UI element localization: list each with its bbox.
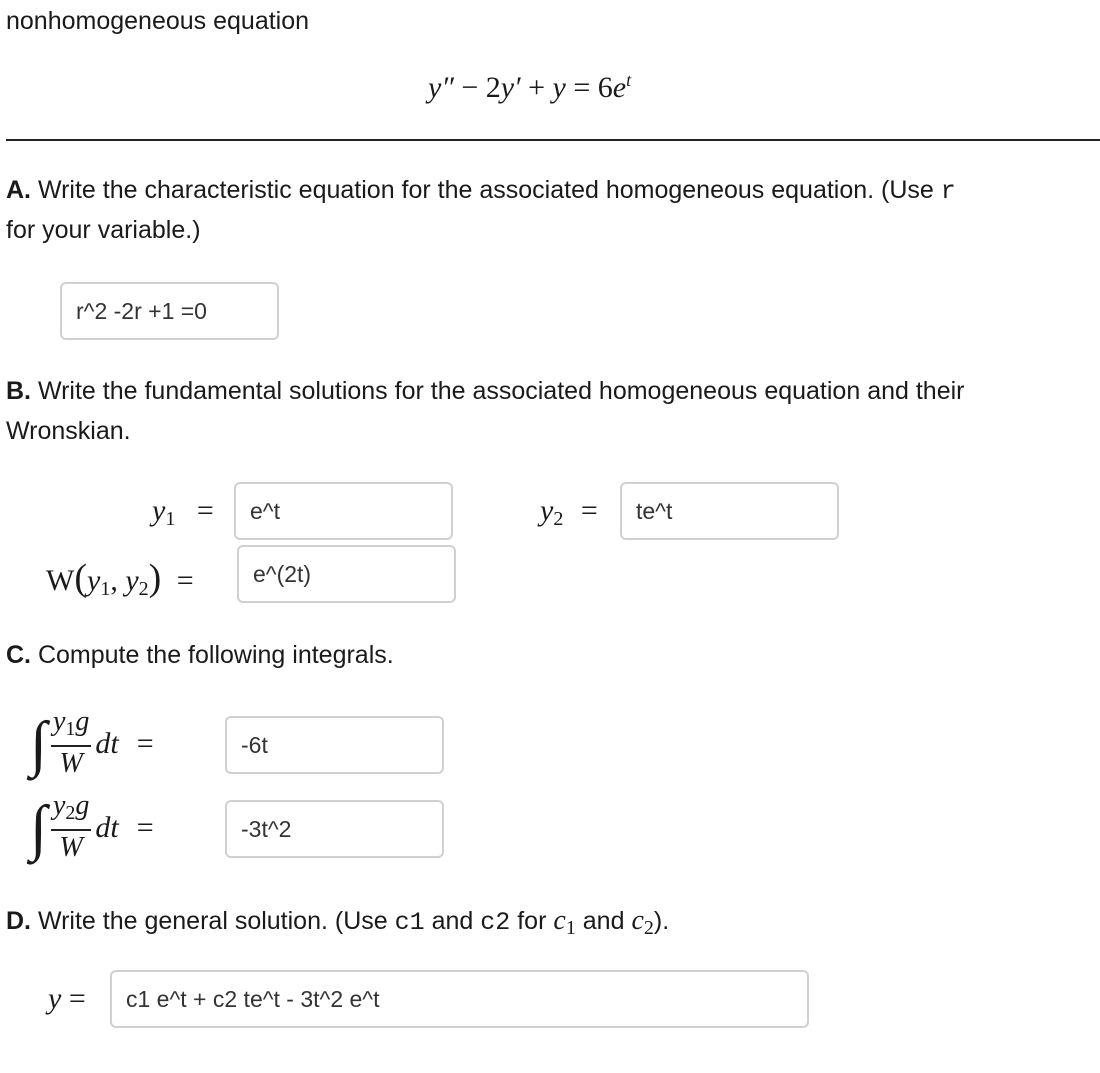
general-solution-label: y =	[48, 982, 86, 1015]
characteristic-equation-input[interactable]: r^2 -2r +1 =0	[60, 282, 279, 340]
part-a-prompt-line2: for your variable.)	[6, 216, 201, 244]
wronskian-label: $W(y_1$, $y_2$) =	[46, 557, 194, 600]
integral-1-label: ∫ $\frac{y_1g}{W}$ dt =	[30, 706, 154, 779]
part-a-prompt: A. Write the characteristic equation for the associated homogeneous equation. (Use r	[6, 176, 956, 206]
part-d-prompt: D. Write the general solution. (Use c1 and c2 for $c_1$ and $c_2$).	[6, 905, 670, 939]
y1-label: $y_1$ =	[152, 494, 214, 530]
y1-input[interactable]: e^t	[234, 482, 453, 540]
part-c-prompt: C. Compute the following integrals.	[6, 641, 394, 669]
integral-2-input[interactable]: -3t^2	[225, 800, 444, 858]
y2-input[interactable]: te^t	[620, 482, 839, 540]
part-b-prompt-line2: Wronskian.	[6, 417, 131, 445]
ode-equation: $y'' - 2y' + y = 6e^t$	[428, 70, 632, 104]
general-solution-input[interactable]: c1 e^t + c2 te^t - 3t^2 e^t	[110, 970, 809, 1028]
part-b-prompt: B. Write the fundamental solutions for the associated homogeneous equation and their	[6, 377, 965, 405]
page-title: nonhomogeneous equation	[6, 7, 310, 35]
wronskian-input[interactable]: e^(2t)	[237, 545, 456, 603]
y2-label: $y_2$ =	[540, 494, 598, 530]
integral-1-input[interactable]: -6t	[225, 716, 444, 774]
divider	[6, 139, 1100, 141]
integral-2-label: ∫ $\frac{y_2g}{W}$ dt =	[30, 790, 154, 863]
